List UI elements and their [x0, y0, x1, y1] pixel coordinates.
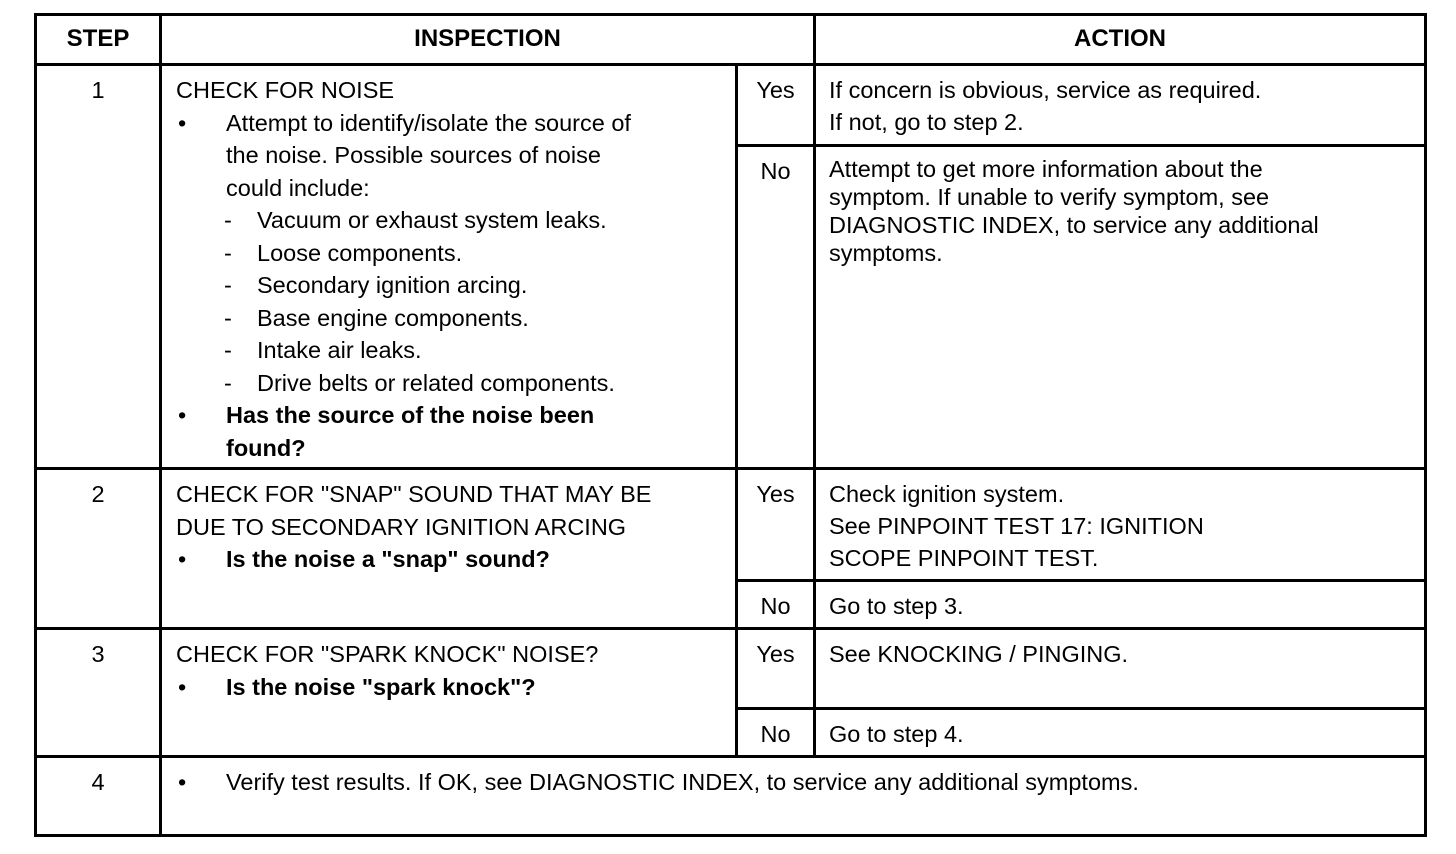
dash-icon: - [224, 239, 232, 266]
bullet-icon: • [178, 769, 187, 795]
bullet-icon: • [178, 109, 187, 136]
step-1-bullet-1-line-3: could include: [226, 174, 370, 201]
step-1-no-action-line-1: Attempt to get more information about the [829, 156, 1263, 182]
source-item [176, 269, 725, 302]
step-1-title: CHECK FOR NOISE [176, 77, 395, 103]
step-1-yes-action-line-2: If not, go to step 2. [829, 109, 1024, 135]
source-item-text: Loose components. [257, 239, 463, 266]
source-item-text: Intake air leaks. [257, 337, 422, 363]
step-1-yes-action [815, 65, 1426, 146]
step-1-number: 1 [36, 65, 161, 469]
source-item-text: Vacuum or exhaust system leaks. [257, 207, 607, 233]
step-1-question-line-1: Has the source of the noise been [226, 402, 595, 428]
dash-icon: - [224, 207, 232, 233]
step-2-title-line-2: DUE TO SECONDARY IGNITION ARCING [176, 513, 627, 540]
step-2-yes-action-line-2: See PINPOINT TEST 17: IGNITION [829, 513, 1204, 539]
step-3-number: 3 [36, 629, 161, 757]
step-1-yes-row [36, 65, 1426, 146]
source-item [176, 302, 725, 335]
header-step: STEP [36, 15, 161, 65]
bullet-icon: • [178, 673, 187, 700]
bullet-icon: • [178, 402, 187, 428]
step-4-inspection [161, 757, 1426, 836]
step-2-yes-action-line-1: Check ignition system. [829, 481, 1065, 507]
step-1-no-action-line-4: symptoms. [829, 240, 943, 266]
step-3-yes-label: Yes [737, 629, 815, 709]
step-4-text: Verify test results. If OK, see DIAGNOSTIC INDEX, to service any additional symptoms. [226, 769, 1139, 795]
bullet-icon: • [178, 546, 187, 572]
source-item-text: Base engine components. [257, 304, 529, 331]
step-3-yes-row [36, 629, 1426, 709]
source-item-text: Secondary ignition arcing. [257, 272, 528, 298]
step-4-row [36, 757, 1426, 836]
header-action: ACTION [815, 15, 1426, 65]
step-2-yes-action [815, 469, 1426, 581]
step-1-question [176, 399, 725, 464]
step-1-no-action [815, 146, 1426, 469]
step-2-title-line-1: CHECK FOR "SNAP" SOUND THAT MAY BE [176, 481, 652, 507]
step-4-bullet [176, 766, 1414, 799]
step-3-question-text: Is the noise "spark knock"? [226, 673, 536, 700]
source-item [176, 367, 725, 400]
step-1-bullet-1-line-1: Attempt to identify/isolate the source of [226, 109, 631, 136]
step-1-question-line-2: found? [226, 434, 306, 461]
step-2-yes-row [36, 469, 1426, 581]
step-2-yes-action-line-3: SCOPE PINPOINT TEST. [829, 545, 1099, 571]
step-2-no-label: No [737, 581, 815, 629]
source-item [176, 334, 725, 367]
step-3-title: CHECK FOR "SPARK KNOCK" NOISE? [176, 641, 599, 667]
step-4-number: 4 [36, 757, 161, 836]
step-3-inspection [161, 629, 737, 757]
step-1-inspection [161, 65, 737, 469]
source-item [176, 204, 725, 237]
dash-icon: - [224, 369, 232, 396]
source-item-text: Drive belts or related components. [257, 369, 615, 396]
step-3-no-label: No [737, 709, 815, 757]
step-1-no-label: No [737, 146, 815, 469]
step-2-no-action: Go to step 3. [815, 581, 1426, 629]
step-3-no-action: Go to step 4. [815, 709, 1426, 757]
step-1-bullet-1-line-2: the noise. Possible sources of noise [226, 142, 601, 168]
step-2-question [176, 543, 725, 576]
step-3-question [176, 671, 725, 704]
step-1-bullet-1 [176, 107, 725, 205]
step-2-question-text: Is the noise a "snap" sound? [226, 546, 550, 572]
dash-icon: - [224, 337, 232, 363]
step-1-no-action-line-3: DIAGNOSTIC INDEX, to service any additional [829, 212, 1319, 238]
step-2-yes-label: Yes [737, 469, 815, 581]
step-1-yes-label: Yes [737, 65, 815, 146]
dash-icon: - [224, 272, 232, 298]
diagnostic-table [34, 13, 1427, 837]
header-row [36, 15, 1426, 65]
dash-icon: - [224, 304, 232, 331]
step-2-number: 2 [36, 469, 161, 629]
step-1-no-action-line-2: symptom. If unable to verify symptom, see [829, 184, 1270, 210]
header-inspection: INSPECTION [161, 15, 815, 65]
step-1-yes-action-line-1: If concern is obvious, service as required. [829, 77, 1262, 103]
step-2-inspection [161, 469, 737, 629]
step-3-yes-action: See KNOCKING / PINGING. [815, 629, 1426, 709]
source-item [176, 237, 725, 270]
